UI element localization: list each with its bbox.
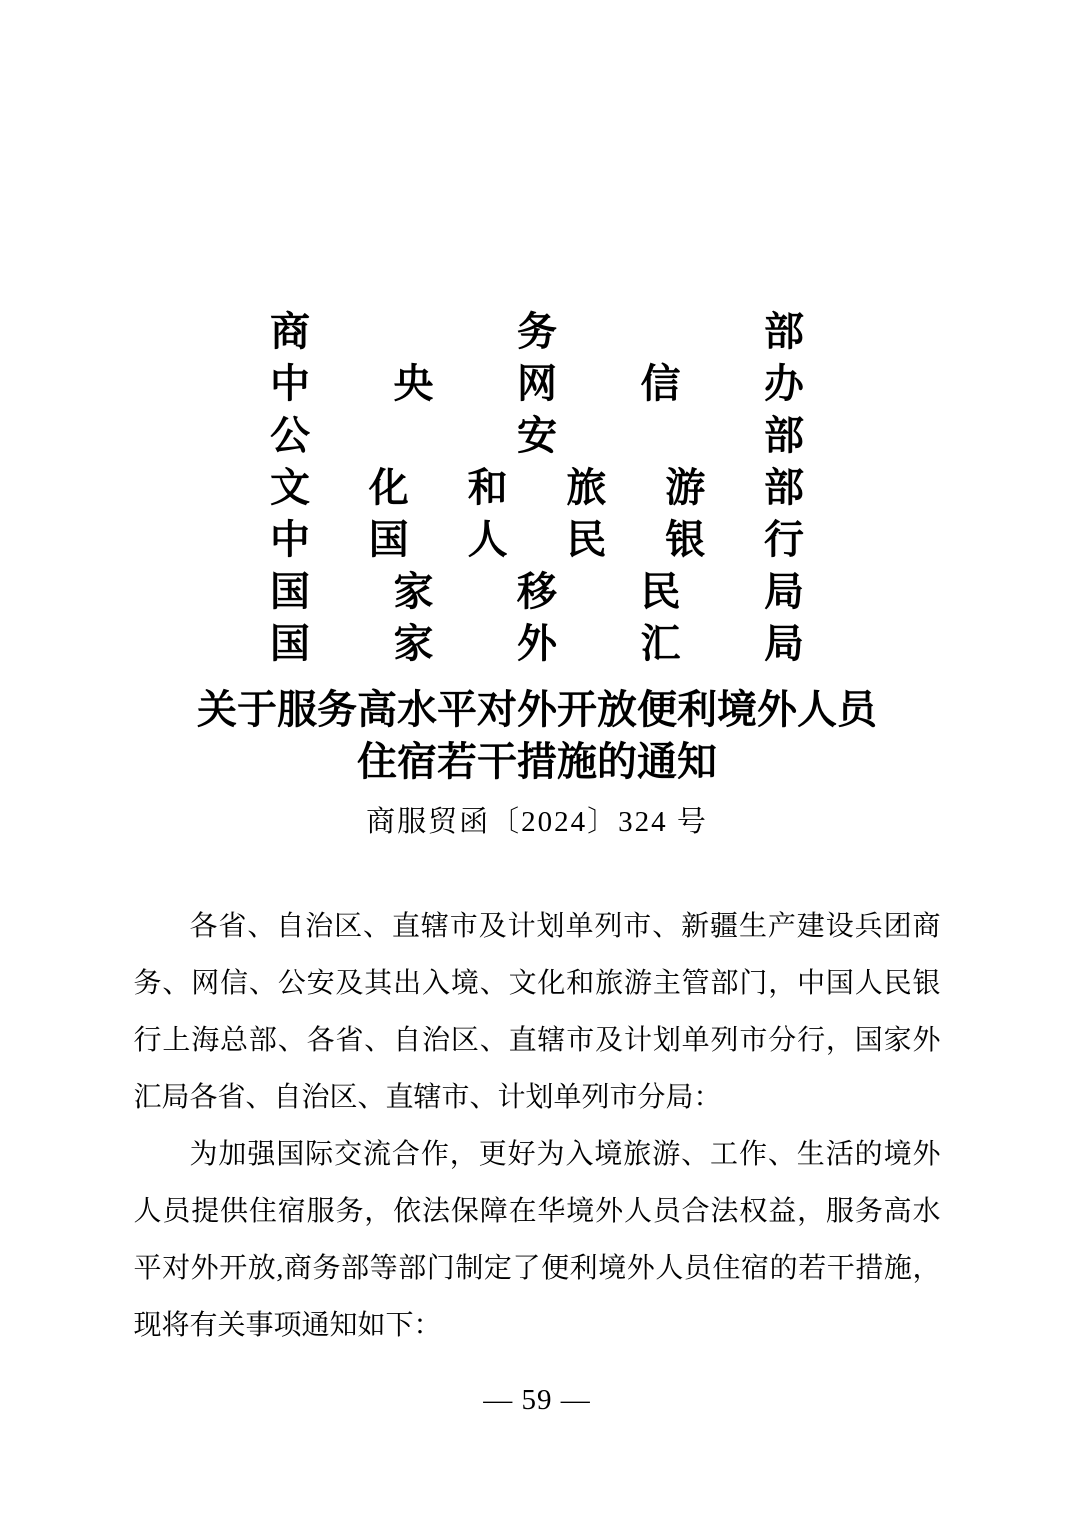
agency-name-char: 银: [665, 517, 706, 562]
agency-name-row: [270, 618, 804, 670]
agency-name-char: 部: [764, 309, 804, 354]
agency-name-char: 外: [517, 621, 557, 666]
agency-name-char: 公: [270, 413, 310, 458]
document-number: 商服贸函〔2024〕324 号: [366, 806, 708, 838]
agency-name-char: 和: [467, 465, 508, 510]
agency-name-char: 部: [763, 465, 804, 510]
agency-name-char: 家: [393, 621, 434, 666]
page-number-footer: — 59 —: [483, 1384, 591, 1416]
agency-name-char: 文: [270, 465, 310, 510]
agency-name-char: 办: [764, 361, 804, 406]
agency-name-row: [270, 358, 804, 410]
agency-name-char: 旅: [566, 465, 607, 510]
agency-name-char: 国: [270, 569, 310, 614]
agency-name-char: 局: [764, 621, 804, 666]
agency-name-char: 人: [467, 517, 508, 562]
agency-name-row: [270, 566, 804, 618]
agency-name-row: [270, 410, 804, 462]
agency-name-char: 务: [517, 309, 557, 354]
agency-name-char: 信: [640, 361, 681, 406]
paragraph-addressees: 各省、自治区、直辖市及计划单列市、新疆生产建设兵团商务、网信、公安及其出入境、文化和旅游主管部门，中国人民银行上海总部、各省、自治区、直辖市及计划单列市分行，国家外汇局各省、自治区、直辖市、计划单列市分局：: [133, 911, 941, 1113]
agency-name-char: 移: [517, 569, 557, 614]
agency-name-char: 国: [270, 621, 310, 666]
document-title: [0, 684, 1074, 788]
agency-name-char: 化: [368, 465, 409, 510]
agency-name-row: [270, 306, 804, 358]
agency-name-char: 中: [270, 517, 310, 562]
agency-name-row: [270, 514, 804, 566]
agency-name-char: 游: [665, 465, 706, 510]
paragraph-intro: 为加强国际交流合作，更好为入境旅游、工作、生活的境外人员提供住宿服务，依法保障在华境外人员合法权益，服务高水平对外开放,商务部等部门制定了便利境外人员住宿的若干措施，现将有关事项通知如下：: [133, 1139, 941, 1341]
agency-name-char: 行: [763, 517, 804, 562]
agency-name-char: 安: [517, 413, 557, 458]
document-body: [134, 898, 941, 1354]
agency-letterhead: [270, 0, 804, 670]
document-title-line: 住宿若干措施的通知: [357, 739, 717, 784]
agency-name-char: 局: [764, 569, 804, 614]
agency-name-char: 家: [393, 569, 434, 614]
agency-name-char: 汇: [640, 621, 681, 666]
agency-name-char: 民: [566, 517, 607, 562]
agency-name-char: 民: [640, 569, 681, 614]
agency-name-char: 中: [270, 361, 310, 406]
agency-name-char: 央: [393, 361, 434, 406]
document-title-line: 关于服务高水平对外开放便利境外人员: [197, 687, 877, 732]
agency-name-char: 网: [517, 361, 557, 406]
agency-name-char: 国: [368, 517, 409, 562]
agency-name-char: 商: [270, 309, 310, 354]
agency-name-row: [270, 462, 804, 514]
agency-name-char: 部: [764, 413, 804, 458]
